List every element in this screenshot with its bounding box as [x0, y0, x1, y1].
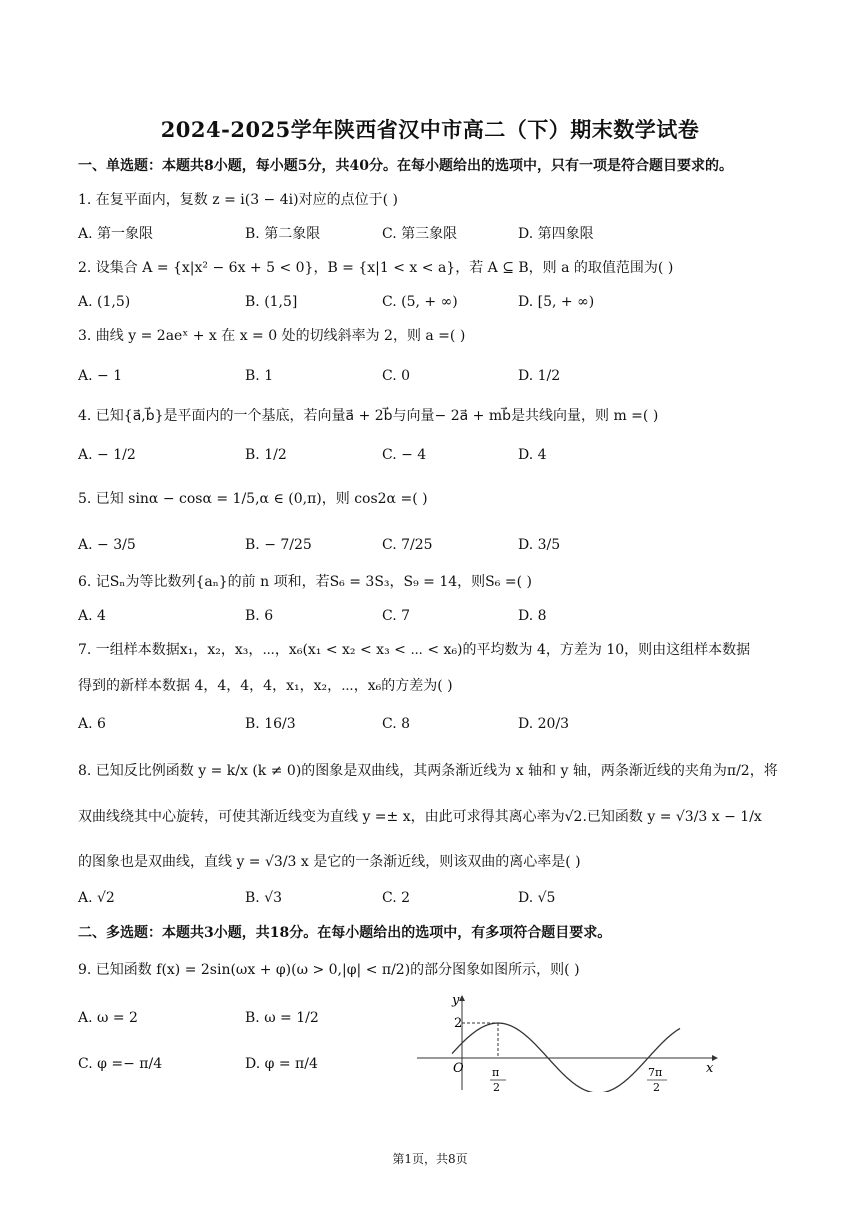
q4-option-a: A. − 1/2 [78, 447, 136, 463]
q3-option-c: C. 0 [382, 368, 411, 384]
x-axis-label: x [706, 1061, 714, 1076]
question-7-stem-line2: 得到的新样本数据 4，4，4，4，x₁，x₂，⋯，x₆的方差为( ) [78, 678, 453, 694]
peak-label: 2 [454, 1016, 463, 1031]
q7-option-b: B. 16/3 [245, 716, 296, 732]
q3-option-b: B. 1 [245, 368, 274, 384]
question-7-stem-line1: 7. 一组样本数据x₁，x₂，x₃，⋯，x₆(x₁ < x₂ < x₃ < ⋯ < x₆)的平均数为 4，方差为 10，则由这组样本数据 [78, 642, 751, 658]
q8-option-d: D. √5 [518, 890, 556, 906]
svg-text:2: 2 [493, 1081, 500, 1092]
x-tick-7pi-over-2: 7π [648, 1066, 663, 1079]
q1-option-a: A. 第一象限 [78, 226, 154, 242]
section-single-choice: 一、单选题：本题共8小题，每小题5分，共40分。在每小题给出的选项中，只有一项是符合题目要求的。 [78, 158, 733, 174]
q6-option-a: A. 4 [78, 608, 106, 624]
question-5-stem: 5. 已知 sinα − cosα = 1/5,α ∈ (0,π)，则 cos2α =( ) [78, 491, 428, 507]
q2-option-b: B. (1,5] [245, 294, 298, 310]
x-tick-pi-over-2: π [492, 1066, 500, 1079]
y-axis-arrow [459, 995, 465, 1001]
question-8-stem-line2: 双曲线绕其中心旋转，可使其渐近线变为直线 y =± x，由此可求得其离心率为√2.已知函数 y = √3/3 x − 1/x [78, 809, 762, 825]
question-2-stem: 2. 设集合 A = {x|x² − 6x + 5 < 0}，B = {x|1 < x < a}，若 A ⊆ B，则 a 的取值范围为( ) [78, 260, 674, 276]
q3-option-a: A. − 1 [78, 368, 123, 384]
q1-option-b: B. 第二象限 [245, 226, 321, 242]
question-9-stem: 9. 已知函数 f(x) = 2sin(ωx + φ)(ω > 0,|φ| < π/2)的部分图象如图所示，则( ) [78, 962, 580, 978]
question-4-stem: 4. 已知{a⃗,b⃗}是平面内的一个基底，若向量a⃗ + 2b⃗与向量− 2a⃗ + mb⃗是共线向量，则 m =( ) [78, 408, 659, 424]
q4-option-d: D. 4 [518, 447, 547, 463]
q9-sine-graph [412, 992, 722, 1092]
q5-option-b: B. − 7/25 [245, 537, 312, 553]
q7-option-d: D. 20/3 [518, 716, 570, 732]
svg-text:2: 2 [653, 1081, 660, 1092]
question-8-stem-line1: 8. 已知反比例函数 y = k/x (k ≠ 0)的图象是双曲线，其两条渐近线为 x 轴和 y 轴，两条渐近线的夹角为π/2，将 [78, 763, 778, 779]
q6-option-d: D. 8 [518, 608, 547, 624]
q6-option-c: C. 7 [382, 608, 411, 624]
q4-option-c: C. − 4 [382, 447, 427, 463]
question-1-stem: 1. 在复平面内，复数 z = i(3 − 4i)对应的点位于( ) [78, 192, 398, 208]
question-6-stem: 6. 记Sₙ为等比数列{aₙ}的前 n 项和，若S₆ = 3S₃，S₉ = 14，则S₆ =( ) [78, 574, 532, 590]
q8-option-c: C. 2 [382, 890, 411, 906]
q8-option-b: B. √3 [245, 890, 283, 906]
q5-option-d: D. 3/5 [518, 537, 561, 553]
q4-option-b: B. 1/2 [245, 447, 287, 463]
question-3-stem: 3. 曲线 y = 2aeˣ + x 在 x = 0 处的切线斜率为 2，则 a =( ) [78, 328, 466, 344]
q2-option-d: D. [5, + ∞) [518, 294, 595, 310]
q1-option-c: C. 第三象限 [382, 226, 458, 242]
q5-option-c: C. 7/25 [382, 537, 433, 553]
q9-option-d: D. φ = π/4 [245, 1056, 318, 1072]
q7-option-a: A. 6 [78, 716, 106, 732]
exam-title: 2024-2025学年陕西省汉中市高二（下）期末数学试卷 [160, 117, 700, 142]
q6-option-b: B. 6 [245, 608, 274, 624]
y-axis-label: y [452, 993, 460, 1008]
q9-option-c: C. φ =− π/4 [78, 1056, 163, 1072]
q9-option-a: A. ω = 2 [78, 1010, 138, 1026]
question-8-stem-line3: 的图象也是双曲线，直线 y = √3/3 x 是它的一条渐近线，则该双曲的离心率是( ) [78, 854, 581, 870]
page-footer: 第1页，共8页 [392, 1152, 468, 1166]
q5-option-a: A. − 3/5 [78, 537, 136, 553]
q2-option-a: A. (1,5) [78, 294, 131, 310]
q2-option-c: C. (5, + ∞) [382, 294, 458, 310]
section-multi-choice: 二、多选题：本题共3小题，共18分。在每小题给出的选项中，有多项符合题目要求。 [78, 925, 612, 941]
q9-option-b: B. ω = 1/2 [245, 1010, 319, 1026]
q7-option-c: C. 8 [382, 716, 411, 732]
q1-option-d: D. 第四象限 [518, 226, 594, 242]
q8-option-a: A. √2 [78, 890, 115, 906]
origin-label: O [453, 1061, 464, 1076]
q3-option-d: D. 1/2 [518, 368, 561, 384]
